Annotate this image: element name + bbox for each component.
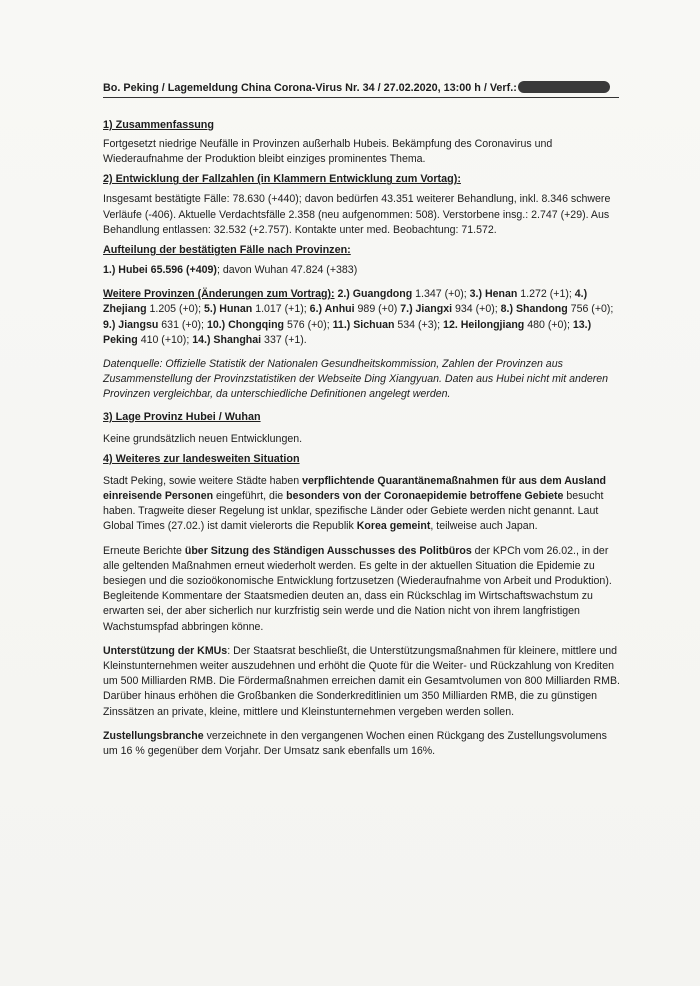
- text-run: 3.) Henan: [469, 288, 518, 301]
- section-hubei-text: Keine grundsätzlich neuen Entwicklungen.: [103, 432, 303, 445]
- text-run: Unterstützung der KMUs: [103, 644, 228, 657]
- text-run: 337 (+1).: [261, 333, 307, 346]
- text-run: 10.) Chongqing: [206, 318, 285, 331]
- header-title: Bo. Peking / Lagemeldung China Corona-Virus Nr. 34 / 27.02.2020, 13:00 h / Verf.:: [103, 82, 517, 94]
- text-run: 1.017 (+1);: [252, 303, 310, 316]
- text-run: Zustellungsbranche: [103, 729, 204, 742]
- national-paragraph-kmu: [103, 644, 623, 720]
- section-summary-heading: 1) Zusammenfassung: [103, 119, 214, 131]
- text-run: Stadt Peking, sowie weitere Städte haben: [103, 474, 303, 487]
- section-summary-text: Fortgesetzt niedrige Neufälle in Provinzen außerhalb Hubeis. Bekämpfung des Coronavirus und Wiederaufnahme der Produktion bleibt einziges prominentes Thema.: [103, 138, 553, 166]
- text-run: verzeichnete in den vergangenen Wochen einen Rückgang des Zustellungsvolumens um 16 % gegenüber dem Vorjahr. Der Umsatz sank ebenfalls um 16%.: [103, 729, 607, 758]
- text-run: Korea gemeint: [356, 520, 431, 533]
- other-provinces-paragraph: [103, 287, 623, 348]
- hubei-cases-rest: ; davon Wuhan 47.824 (+383): [216, 264, 358, 277]
- text-run: Weitere Provinzen (Änderungen zum Vortrag):: [103, 288, 335, 301]
- text-run: 989 (+0): [354, 303, 401, 316]
- national-paragraph-delivery: [103, 729, 623, 759]
- text-run: 480 (+0);: [524, 318, 573, 331]
- header-rule: [103, 97, 619, 98]
- text-run: 1.205 (+0);: [146, 303, 204, 316]
- text-run: 4.) Zhejiang: [103, 288, 588, 316]
- text-run: 8.) Shandong: [500, 303, 568, 316]
- text-run: über Sitzung des Ständigen Ausschusses des Politbüros: [184, 544, 472, 557]
- text-run: , teilweise auch Japan.: [430, 520, 538, 533]
- section-national-heading: 4) Weiteres zur landesweiten Situation: [103, 452, 300, 465]
- text-run: 12. Heilongjiang: [443, 318, 525, 331]
- text-run: eingeführt, die: [213, 490, 287, 503]
- hubei-cases-line: [103, 263, 623, 278]
- text-run: besucht haben. Tragweite dieser Regelung ist unklar, spezifische Länder oder Gebiete werden nicht genannt. Laut Global Times (27.02.) ist damit vielerorts die Republik: [103, 490, 604, 533]
- text-run: 14.) Shanghai: [192, 333, 262, 346]
- text-run: 13.) Peking: [103, 318, 592, 346]
- text-run: verpflichtende Quarantänemaßnahmen für aus dem Ausland einreisende Personen: [103, 474, 607, 503]
- text-run: 11.) Sichuan: [332, 318, 395, 331]
- section-cases-heading: 2) Entwicklung der Fallzahlen (in Klammern Entwicklung zum Vortag):: [103, 173, 461, 186]
- text-run: 934 (+0);: [452, 303, 501, 316]
- text-run: : Der Staatsrat beschließt, die Unterstützungsmaßnahmen für kleinere, mittlere und Kleinstunternehmen weiter auszudehnen und erhöht die Quote für die Weiter- und Rückzahlung von Krediten um 500 Milliarden RMB. Die Fördermaßnahmen erreichen damit ein Gesamtvolumen von 800 Milliarden RMB. Darüber hinaus erhöhen die Großbanken die Sonderkreditlinien um 350 Milliarden RMB, die zu günstigen Zinssätzen an private, kleine, mittlere und Kleinstunternehmen vergeben werden sollen.: [103, 644, 620, 718]
- section-cases-text: Insgesamt bestätigte Fälle: 78.630 (+440); davon bedürfen 43.351 weiterer Behandlung, inkl. 8.346 schwere Verläufe (-406). Aktuelle Verdachtsfälle 2.358 (neu aufgenommen: 508). Verstorbene insg.: 2.747 (+29). Aus Behandlung entlassen: 32.532 (+2.757). Kontakte unter med. Beobachtung: 71.572.: [103, 193, 611, 236]
- text-run: 576 (+0);: [284, 318, 333, 331]
- national-paragraph-quarantine: [103, 474, 623, 535]
- hubei-cases-bold: 1.) Hubei 65.596 (+409): [103, 264, 217, 277]
- text-run: 1.272 (+1);: [517, 288, 575, 301]
- redaction-bar: [518, 81, 610, 93]
- text-run: 6.) Anhui: [309, 303, 355, 316]
- national-paragraph-politburo: [103, 544, 623, 635]
- document-body: [103, 80, 623, 759]
- text-run: 7.) Jiangxi: [400, 303, 453, 316]
- section-hubei-heading: 3) Lage Provinz Hubei / Wuhan: [103, 410, 261, 423]
- text-run: 1.347 (+0);: [412, 288, 470, 301]
- text-run: 410 (+10);: [137, 333, 193, 346]
- data-source-note: Datenquelle: Offizielle Statistik der Nationalen Gesundheitskommission, Zahlen der Provinzen aus Zusammenstellung der Provinzstatistiken der Webseite Ding Xiangyuan. Daten aus Hubei nicht mit anderen Provinzen vergleichbar, da unterschiedliche Definitionen angelegt werden.: [103, 358, 609, 401]
- text-run: Erneute Berichte: [103, 544, 185, 557]
- document-header: [103, 80, 623, 96]
- text-run: der KPCh vom 26.02., in der alle geltenden Maßnahmen erneut wiederholt werden. Es gelte in der aktuellen Situation die Epidemie zu besiegen und die sozioökonomische Entwicklung fortzusetzen (Wiederaufnahme von Arbeit und Produktion). Begleitende Kommentare der Staatsmedien deuten an, dass ein Rückschlag im Wirtschaftswachstum zu erwarten sei, der aber sicherlich nur kurzfristig sein werde und die Nation nicht von ihrem langfristigen Wachstumspfad abbringen könne.: [103, 544, 612, 633]
- text-run: 534 (+3);: [394, 318, 444, 331]
- text-run: 2.) Guangdong: [337, 288, 413, 301]
- text-run: 631 (+0);: [158, 318, 207, 331]
- text-run: 756 (+0);: [567, 303, 614, 316]
- text-run: 9.) Jiangsu: [103, 318, 159, 331]
- text-run: 5.) Hunan: [203, 303, 253, 316]
- text-run: besonders von der Coronaepidemie betroffene Gebiete: [286, 490, 564, 503]
- provinces-heading: Aufteilung der bestätigten Fälle nach Provinzen:: [103, 244, 351, 257]
